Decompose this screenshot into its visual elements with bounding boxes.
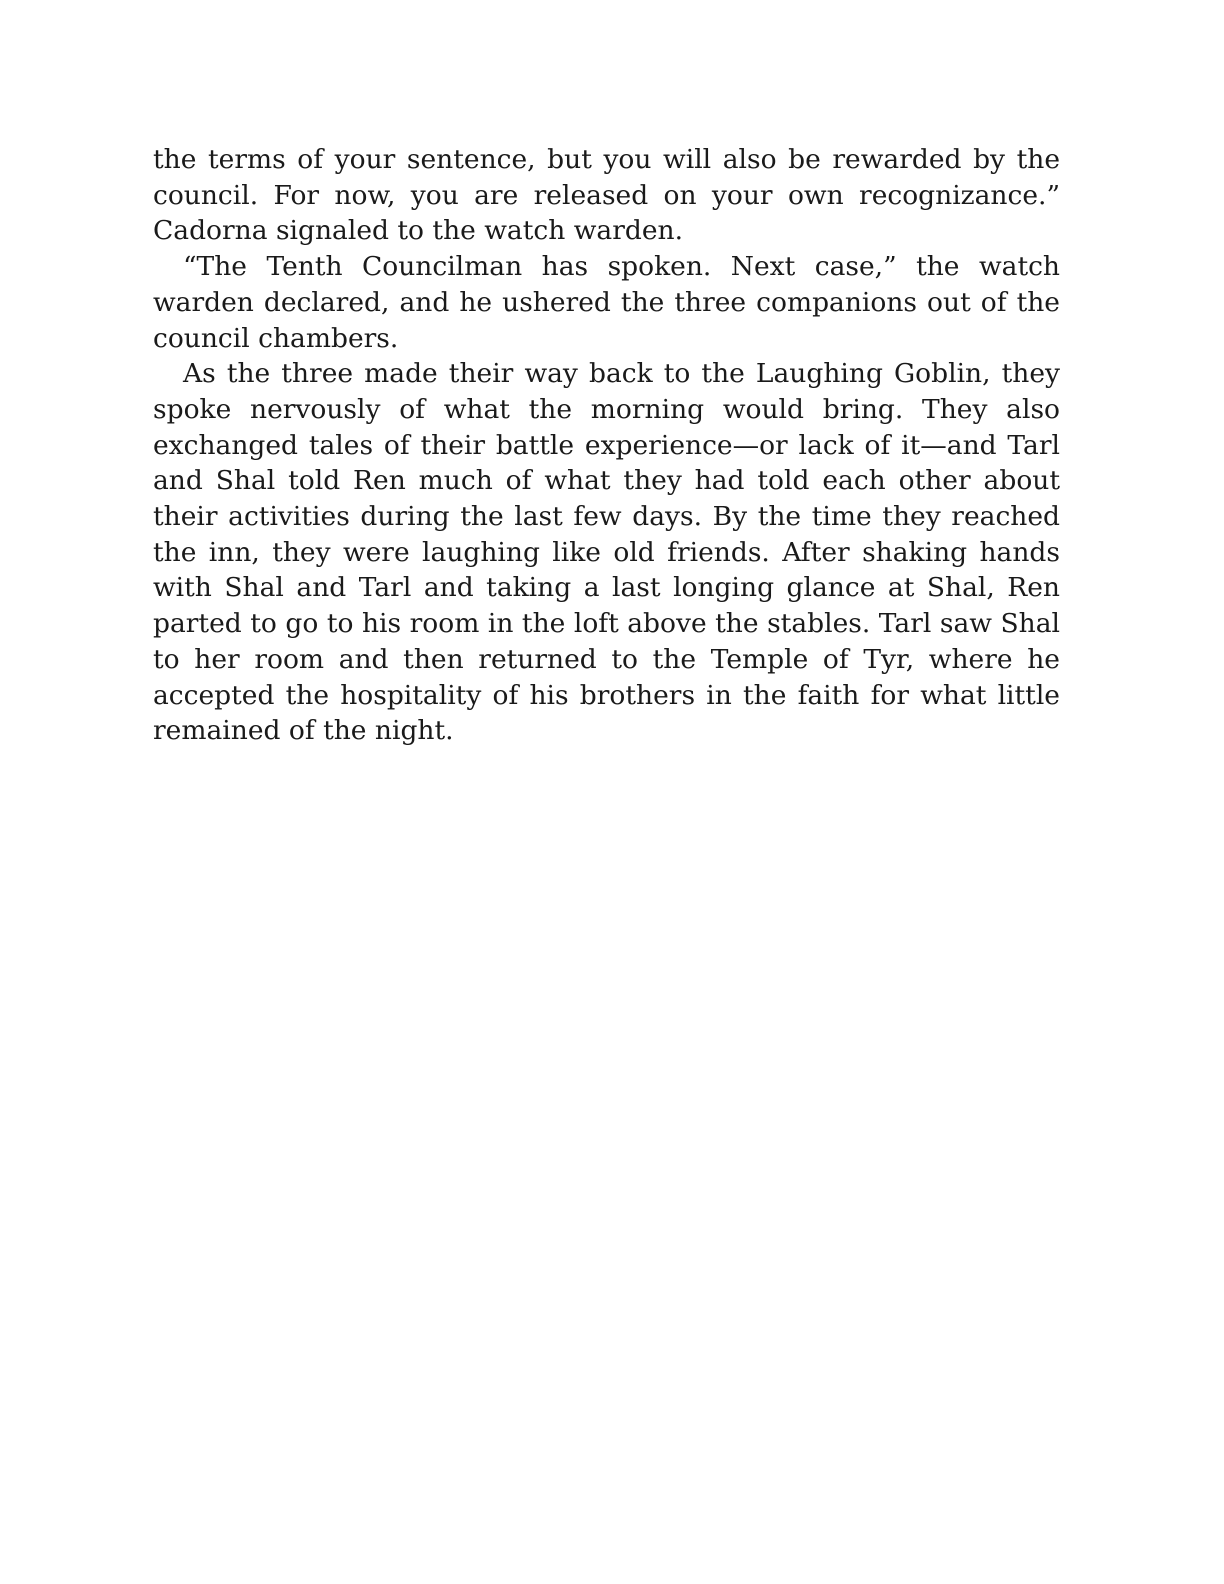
body-text xyxy=(153,142,1060,749)
paragraph-continued: the terms of your sentence, but you will also be rewarded by the council. For now, you are released on your own recognizance.” Cadorna signaled to the watch warden. xyxy=(153,144,1060,247)
paragraph-return-to-inn: As the three made their way back to the Laughing Goblin, they spoke nervously of what the morning would bring. They also exchanged tales of their battle experience—or lack of it—and Tarl and Shal told Ren much of what they had told each other about their activities during the last few days. By the time they reached the inn, they were laughing like old friends. After shaking hands with Shal and Tarl and taking a last longing glance at Shal, Ren parted to go to his room in the loft above the stables. Tarl saw Shal to her room and then returned to the Temple of Tyr, where he accepted the hospitality of his brothers in the faith for what little remained of the night. xyxy=(153,358,1060,747)
paragraph-watch-warden: “The Tenth Councilman has spoken. Next case,” the watch warden declared, and he ushered the three companions out of the council chambers. xyxy=(153,251,1060,354)
